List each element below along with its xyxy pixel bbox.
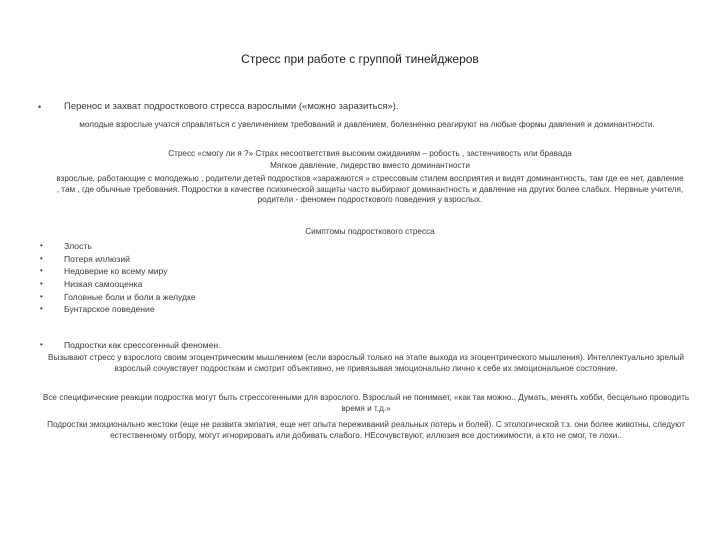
symptom-label: Злость bbox=[64, 241, 92, 251]
section2-paragraph3: Подростки эмоционально жестоки (еще не развита эмпатия, еще нет опыта переживаний реальных потерь и болей). С этологической т.з. они более животны, следуют естественному отбору, могут игнорировать или добивать слабого. НЕсочувствуют, иллюзия все достижимости, а кто не смог, те лохи.. bbox=[47, 420, 685, 440]
bullet-icon: • bbox=[40, 279, 43, 289]
list-item bbox=[40, 253, 340, 266]
symptom-label: Недоверие ко всему миру bbox=[64, 266, 168, 277]
section1-line3: Мягкое давление, лидерство вместо доминантности bbox=[270, 161, 470, 170]
section1-paragraph1: молодые взрослые учатся справляться с увеличением требований и давлением, болезненно реагируют на любые формы давления и доминантности. bbox=[79, 120, 655, 129]
section2-paragraph1: Вызывают стресс у взрослого своим эгоцентрическим мышлением (если взрослый только на этапе выхода из эгоцентрического мышления). Интеллектуально зрелый взрослый сочувствует подросткам и смотрит объективно, не привязывая эмоционально лично к себе их эмоциональное состояние. bbox=[48, 353, 684, 373]
list-item bbox=[40, 240, 340, 253]
section1-line2: Стресс «смогу ли я ?» Страх несоответствия высоким ожиданиям – робость , застенчивость или бравада bbox=[168, 149, 572, 158]
section1-paragraph4: взрослые, работающие с молодежью , родители детей подростков «заражаются » стрессовым стилем восприятия и видят доминантность, там где ее нет, давление , там , где обычные требования. Подростки в качестве психической защиты часто выбирают доминантность и давление на других более слабых. Нервные учителя, родители - феномен подросткового поведения у взрослых. bbox=[56, 174, 684, 205]
symptom-label: Бунтарское поведение bbox=[64, 304, 155, 315]
symptom-label: Низкая самооценка bbox=[64, 279, 143, 290]
section1-heading: Перенос и захват подросткового стресса взрослыми («можно заразиться»). bbox=[64, 101, 399, 112]
bullet-icon: • bbox=[40, 266, 43, 276]
section2-paragraph2: Все специфические реакции подростка могут быть стрессогенными для взрослого. Взрослый не понимает, «как так можно.. Думать, менять хобби, бесцельно проводить время и т.д.» bbox=[42, 393, 690, 413]
bullet-icon: • bbox=[40, 304, 43, 314]
bullet-icon: • bbox=[40, 253, 43, 263]
symptom-label: Потеря иллюзий bbox=[64, 253, 130, 264]
list-item bbox=[40, 303, 340, 316]
slide-title: Стресс при работе с группой тинейджеров bbox=[241, 52, 479, 66]
bullet-icon: • bbox=[40, 291, 43, 301]
symptoms-list bbox=[40, 240, 340, 316]
list-item bbox=[40, 265, 340, 278]
symptom-label: Головные боли и боли в желудке bbox=[64, 291, 196, 302]
bullet-icon: • bbox=[40, 340, 43, 349]
list-item bbox=[40, 278, 340, 291]
bullet-icon: • bbox=[40, 241, 43, 250]
section1-line5: Симптомы подросткового стресса bbox=[305, 227, 435, 236]
bullet-icon: • bbox=[38, 102, 42, 112]
section2-heading: Подростки как срессогенный феномен. bbox=[64, 340, 221, 350]
list-item bbox=[40, 291, 340, 304]
